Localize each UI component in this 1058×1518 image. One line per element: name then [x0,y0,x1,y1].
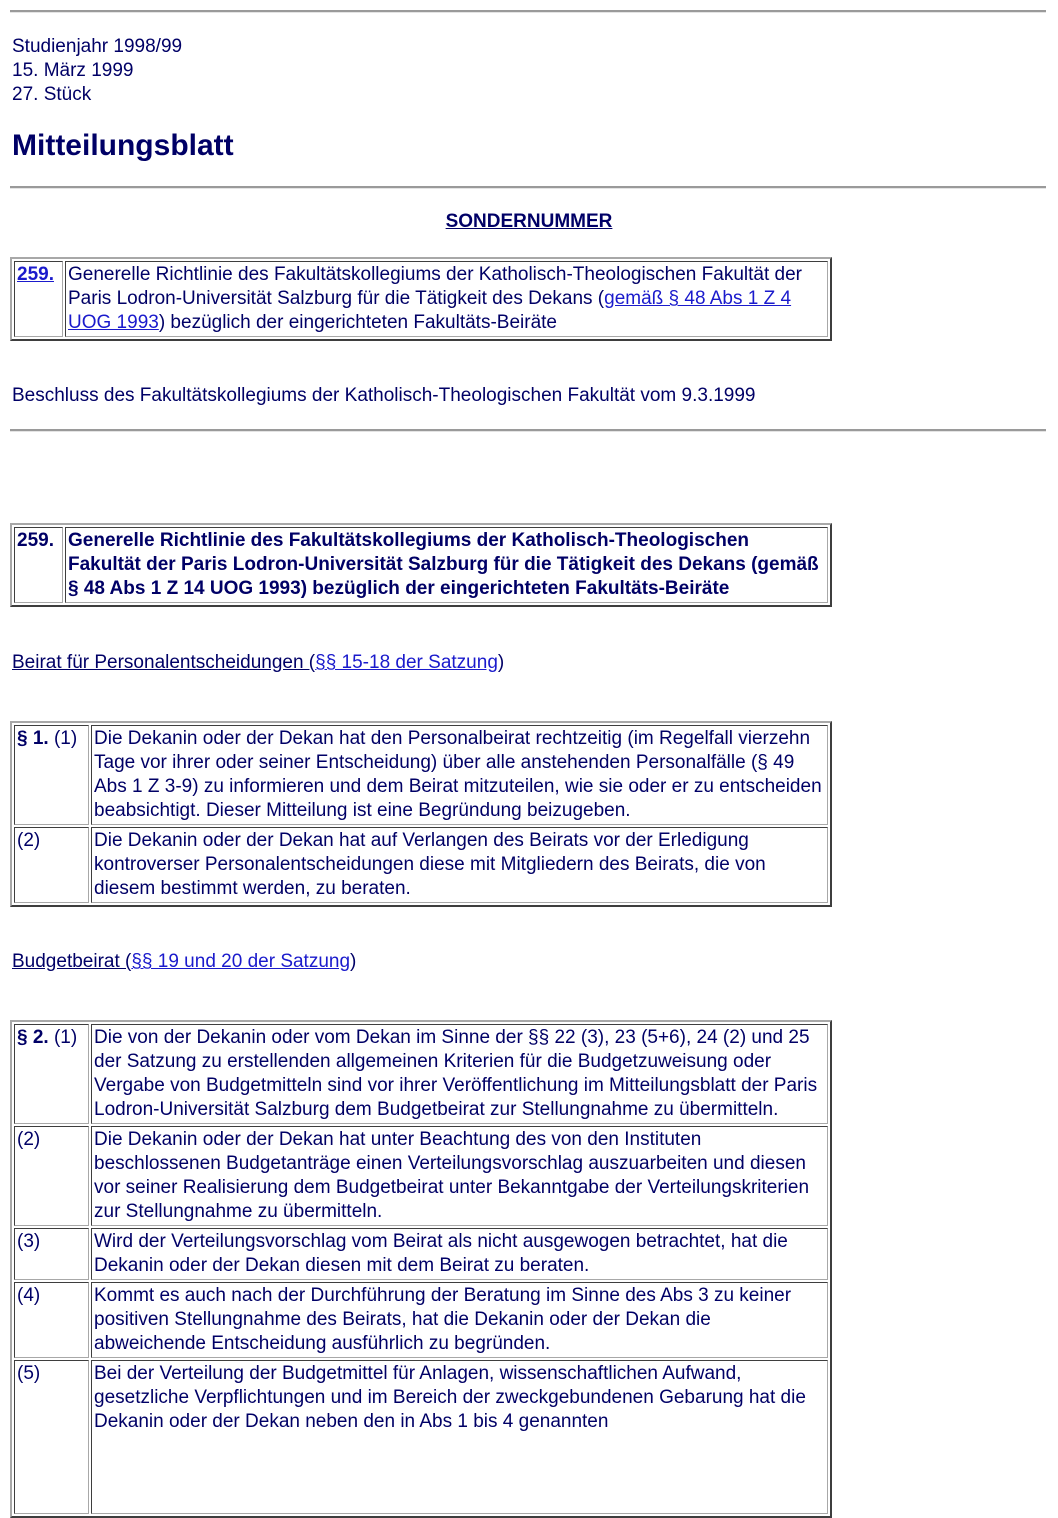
issue-date: 15. März 1999 [12,60,134,81]
toc-table [10,257,832,341]
section-divider [10,429,1046,432]
paragraph-1-table [10,721,832,907]
toc-text-cell [65,261,828,337]
issue-meta [12,35,182,107]
study-year: Studienjahr 1998/99 [12,36,183,57]
clause-text: Die Dekanin oder der Dekan hat den Personalbeirat rechtzeitig (im Regelfall vierzehn Tage vor ihrer oder seiner Entscheidung) über alle anstehenden Personalfälle (§ 49 Abs 1 Z 3-9) zu informieren und dem Beirat mitzuteilen, wie sie oder er zu entscheiden beabsichtigt. Dieser Mitteilung ist eine Begründung beizugeben. [91,725,828,825]
clause-row [14,1282,828,1358]
clause-row [14,1126,828,1226]
resolution-note: Beschluss des Fakultätskollegiums der Katholisch-Theologischen Fakultät vom 9.3.1999 [12,385,756,406]
clause-number-cell [14,1024,89,1124]
clause-row [14,1024,828,1124]
toc-number-cell [14,261,63,337]
clause-text: Die Dekanin oder der Dekan hat unter Beachtung des von den Instituten beschlossenen Budgetanträge einen Verteilungsvorschlag auszuarbeiten und diesen vor seiner Realisierung dem Budgetbeirat unter Bekanntgabe der Verteilungskriterien zur Stellungnahme zu übermitteln. [91,1126,828,1226]
header-divider [10,186,1046,189]
clause-number: (2) [14,1126,89,1226]
clause-number: (4) [14,1282,89,1358]
top-divider [10,10,1046,13]
issue-number: 27. Stück [12,84,92,105]
toc-number-link[interactable]: 259. [17,264,54,285]
clause-row [14,827,828,903]
clause-text: Kommt es auch nach der Durchführung der Beratung im Sinne des Abs 3 zu keiner positiven Stellungnahme des Beirats, hat die Dekanin oder der Dekan die abweichende Entscheidung ausführlich zu begründen. [91,1282,828,1358]
toc-law-link[interactable]: gemäß § 48 Abs 1 Z 4 UOG 1993 [68,288,792,333]
clause-row [14,1360,828,1514]
toc-text-before: Generelle Richtlinie des Fakultätskollegiums der Katholisch-Theologischen Fakultät der Paris Lodron-Universität Salzburg für die Tätigkeit des Dekans ( [68,264,802,309]
toc-text-after: ) bezüglich der eingerichteten Fakultäts-Beiräte [158,312,557,333]
paragraph-number: § 2. [17,1027,49,1048]
paragraph-2-table [10,1020,832,1518]
article-title-table [10,523,832,607]
clause-row [14,725,828,825]
section-heading-close: ) [497,652,505,673]
clause-number: (1) [53,728,78,749]
clause-text: Wird der Verteilungsvorschlag vom Beirat als nicht ausgewogen betrachtet, hat die Dekanin oder der Dekan diesen mit dem Beirat zu beraten. [91,1228,828,1280]
section-heading-personnel-text[interactable]: Beirat für Personalentscheidungen ( [12,652,316,673]
clause-number-cell [14,725,89,825]
clause-text: Bei der Verteilung der Budgetmittel für Anlagen, wissenschaftlichen Aufwand, gesetzliche Verpflichtungen und im Bereich der zweckgebundenen Gebarung hat die Dekanin oder der Dekan neben den in Abs 1 bis 4 genannten [91,1360,828,1514]
special-issue-label: SONDERNUMMER [445,211,613,232]
clause-text: Die von der Dekanin oder vom Dekan im Sinne der §§ 22 (3), 23 (5+6), 24 (2) und 25 der Satzung zu erstellenden allgemeinen Kriterien für die Budgetzuweisung oder Vergabe von Budgetmitteln sind vor ihrer Veröffentlichung im Mitteilungsblatt der Paris Lodron-Universität Salzburg dem Budgetbeirat zur Stellungnahme zu übermitteln. [91,1024,828,1124]
clause-number: (3) [14,1228,89,1280]
statute-link-15-18[interactable]: §§ 15-18 der Satzung [315,652,498,673]
article-number: 259. [14,527,63,603]
article-title-row [14,527,828,603]
section-heading-close: ) [350,951,357,972]
section-heading-personnel [12,651,504,675]
article-title: Generelle Richtlinie des Fakultätskollegiums der Katholisch-Theologischen Fakultät der Paris Lodron-Universität Salzburg für die Tätigkeit des Dekans (gemäß § 48 Abs 1 Z 14 UOG 1993) bezüglich der eingerichteten Fakultäts-Beiräte [65,527,828,603]
toc-row [14,261,828,337]
section-heading-budget-text[interactable]: Budgetbeirat ( [12,951,132,972]
clause-number: (1) [53,1027,78,1048]
section-heading-budget [12,950,356,974]
clause-text: Die Dekanin oder der Dekan hat auf Verlangen des Beirats vor der Erledigung kontroverser Personalentscheidungen diese mit Mitgliedern des Beirats, die von diesem bestimmt werden, zu beraten. [91,827,828,903]
page-title: Mitteilungsblatt [12,129,234,162]
clause-number: (2) [14,827,89,903]
paragraph-number: § 1. [17,728,49,749]
clause-row [14,1228,828,1280]
statute-link-19-20[interactable]: §§ 19 und 20 der Satzung [131,951,351,972]
clause-number: (5) [14,1360,89,1514]
